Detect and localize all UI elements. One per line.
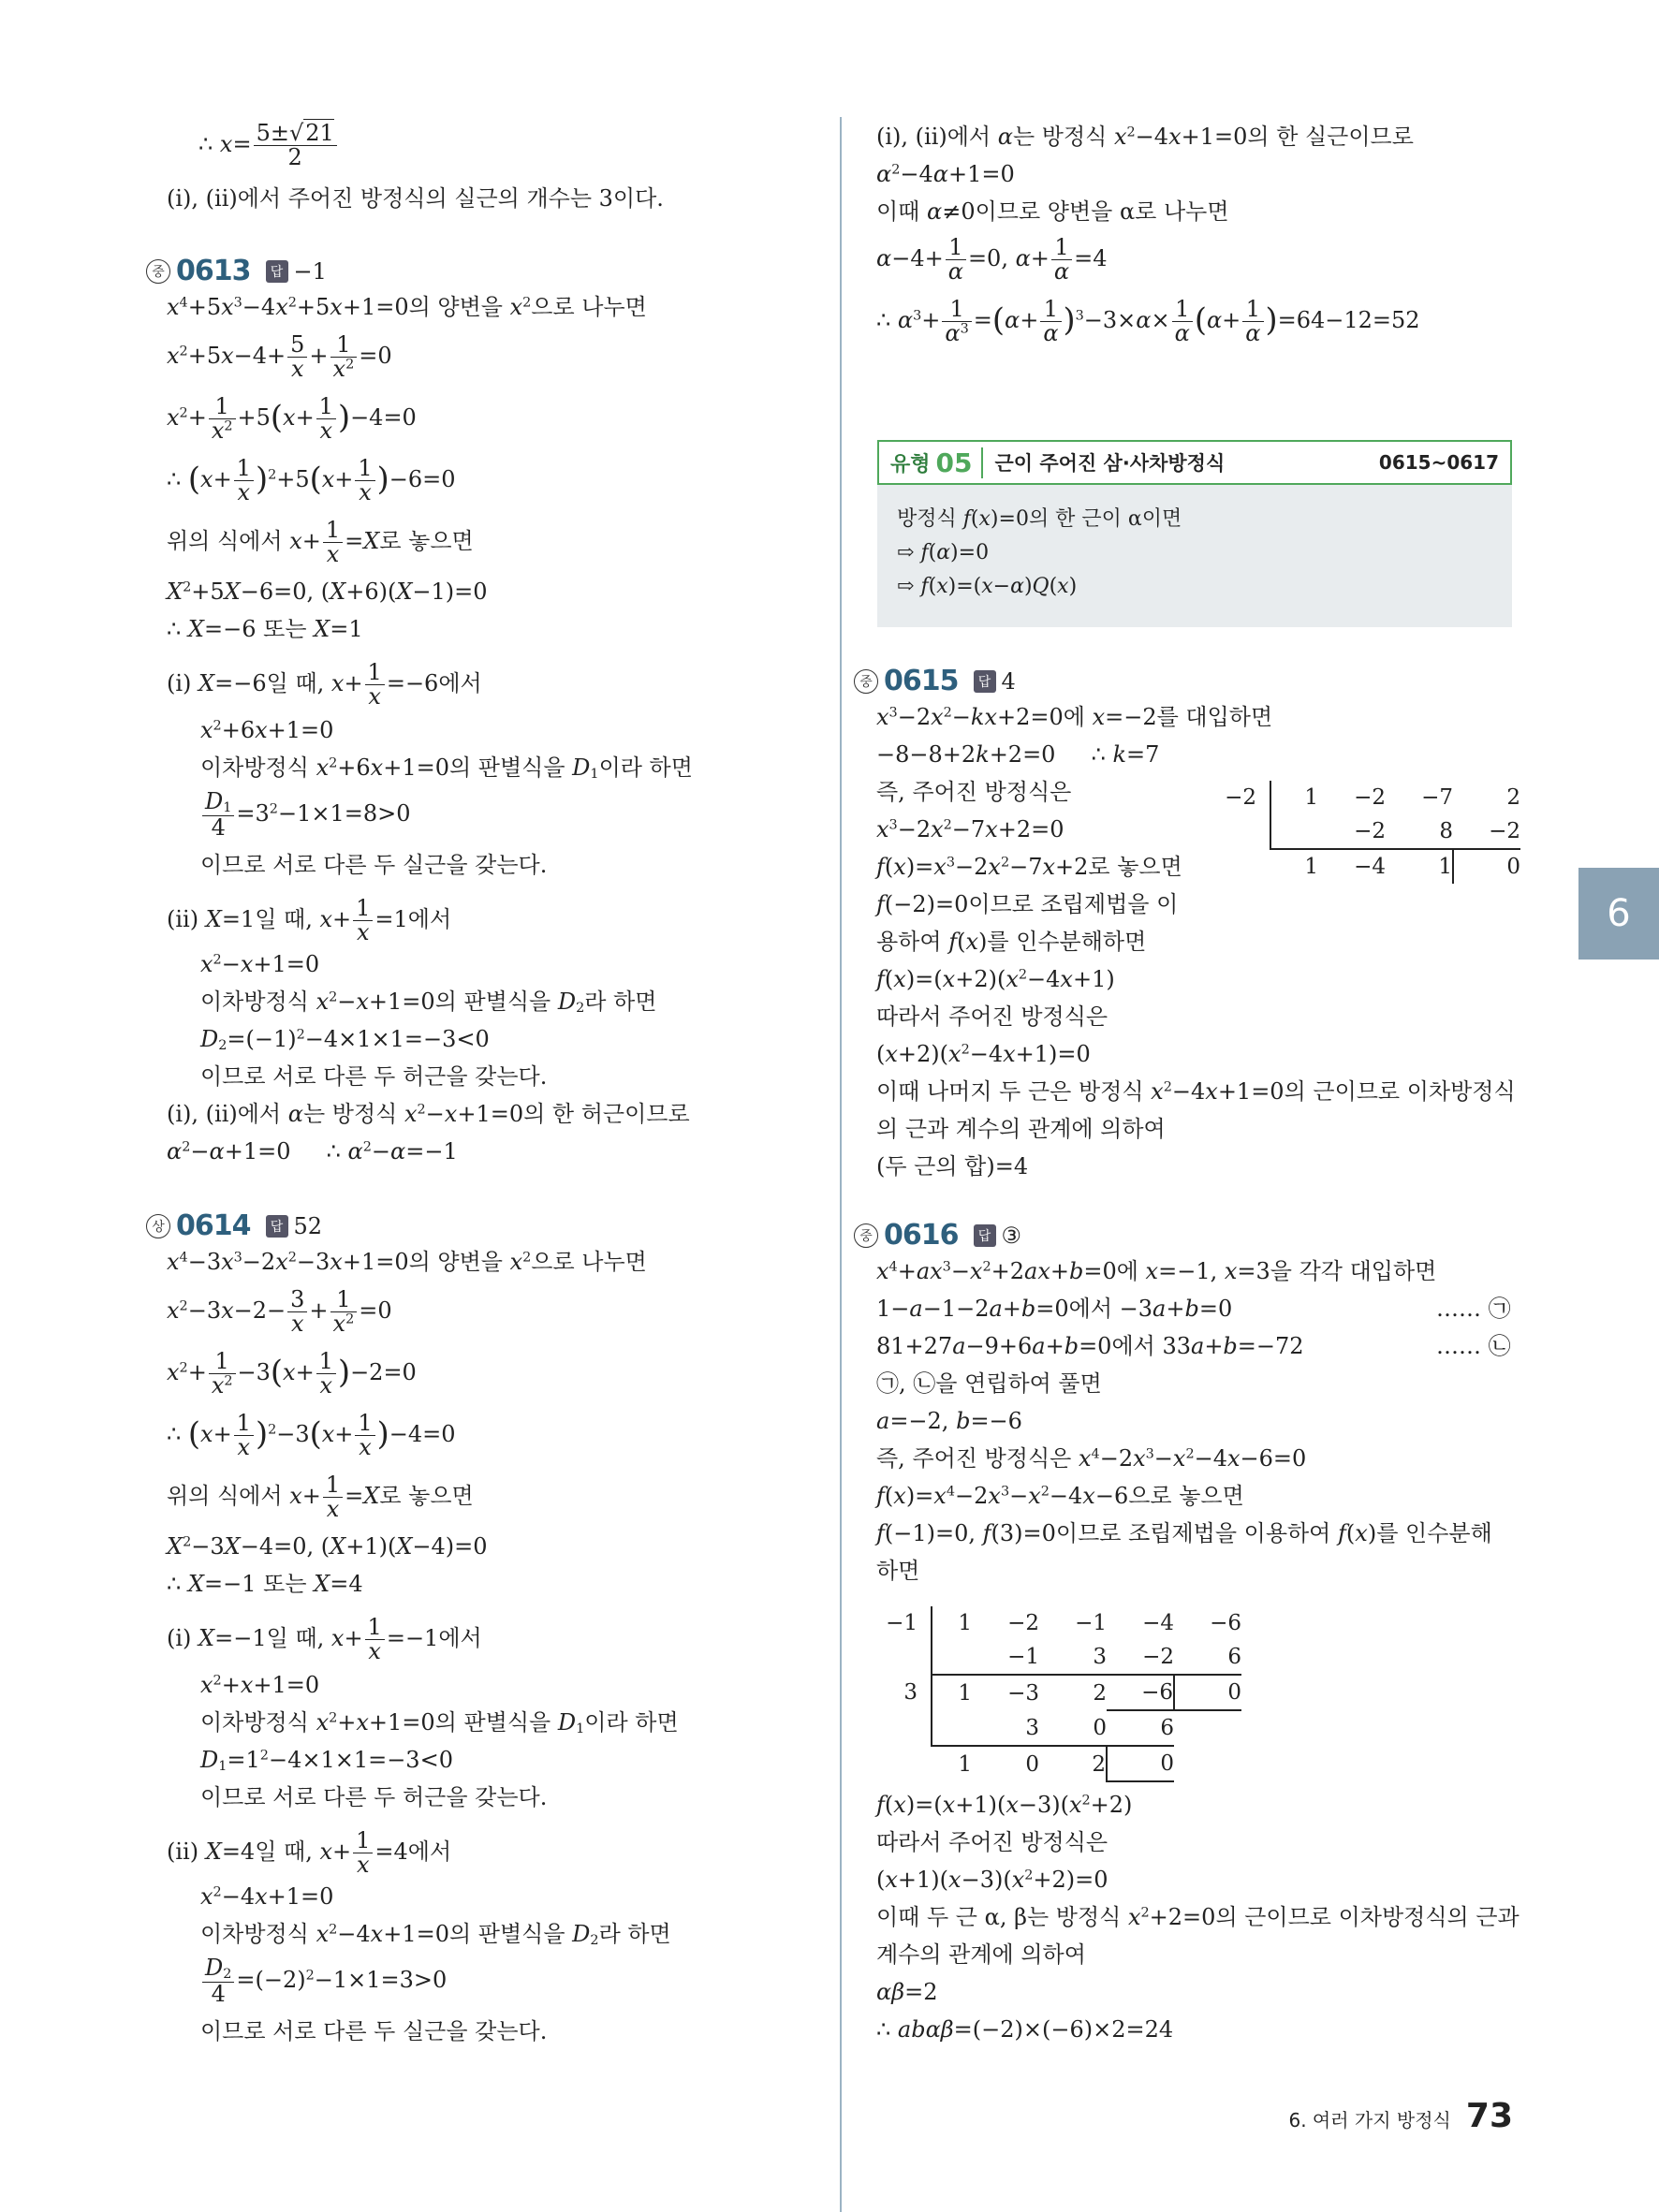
page-footer <box>1288 2097 1513 2135</box>
type-number: 05 <box>936 447 984 478</box>
text-line: 계수의 관계에 의하여 <box>876 1941 1086 1968</box>
math-line: $\frac{D2}{4}$ $=(-2)^2-1\times 1=3>0$ <box>200 1956 447 2006</box>
math-line: $\frac{D1}{4}$ $=3^2-1\times 1=8>0$ <box>200 790 410 840</box>
math-line: α−4+ $\frac{1}{\alpha}$ =0, α+ $\frac{1}{\alpha}$ =4 <box>876 234 1108 286</box>
problem-number: 0615 <box>884 665 959 697</box>
math-line: 1−a−1−2a+b=0에서 −3a+b=0 <box>876 1296 1233 1322</box>
text-line: 이므로 서로 다른 두 실근을 갖는다. <box>200 852 548 878</box>
answer-icon: 답 <box>266 1215 288 1238</box>
math-line: 위의 식에서 x+ $\frac{1}{x}$ =X로 놓으면 <box>167 1472 474 1523</box>
type-title: 근이 주어진 삼·사차방정식 <box>994 452 1226 475</box>
math-line: $x^2+6x+1=0$ <box>200 717 334 743</box>
math-line: 용하여 f(x)를 인수분해하면 <box>876 929 1147 955</box>
math-line: $X^2+5X-6=0$, (X+6)(X−1)=0 <box>167 579 488 605</box>
math-line: $f(x)=(x+1)(x-3)(x^2+2)$ <box>876 1792 1133 1818</box>
answer-value: −1 <box>293 257 327 285</box>
math-line: $D1=1^2-4\times 1\times 1=-3<0$ <box>200 1747 453 1774</box>
math-line: 이차방정식 $x^2+x+1=0$의 판별식을 D1이라 하면 <box>200 1709 679 1736</box>
math-line: $x^2+$ $\frac{1}{x^2}$ −3(x+ $\frac{1}{x}$ )−2=0 <box>167 1348 417 1399</box>
answer-value: 4 <box>1001 667 1016 695</box>
synthetic-division-0616: −1 1 −2 −1 −4 −6 −1 3 −2 6 3 1 −3 2 −6 0 3 0 6 1 0 2 0 <box>876 1606 1241 1782</box>
math-line: $\alpha^2-4\alpha+1=0$ <box>876 161 1015 187</box>
text-line: (두 근의 합)=4 <box>876 1153 1029 1179</box>
math-line: $x^2-4x+1=0$ <box>200 1883 334 1910</box>
math-line: (ⅰ), (ⅱ)에서 α는 방정식 $x^2-x+1=0$의 한 허근이므로 <box>167 1101 690 1127</box>
synthetic-division-0615: −2 1 −2 −7 2 −2 8 −2 1 −4 1 0 <box>1215 781 1520 884</box>
text-line: 따라서 주어진 방정식은 <box>876 1003 1108 1030</box>
text-line: 즉, 주어진 방정식은 <box>876 779 1072 805</box>
problem-number: 0614 <box>176 1209 251 1242</box>
answer-icon: 답 <box>974 670 996 693</box>
math-line: $(x+2)(x^2-4x+1)=0$ <box>876 1041 1091 1067</box>
math-line: 이때 α≠0이므로 양변을 α로 나누면 <box>876 198 1229 225</box>
math-line: αβ=2 <box>876 1979 938 2005</box>
math-line: ∴ X=−6 또는 X=1 <box>167 616 363 642</box>
math-line: ∴ (x+ $\frac{1}{x}$ )$^2$−3(x+ $\frac{1}{x}$ )−4=0 <box>167 1410 456 1461</box>
math-line: $x^3-2x^2-kx+2=0$에 x=−2를 대입하면 <box>876 704 1273 730</box>
math-line: ∴ X=−1 또는 X=4 <box>167 1571 363 1597</box>
math-line: $x^2+x+1=0$ <box>200 1672 320 1698</box>
math-line: 이차방정식 $x^2+6x+1=0$의 판별식을 D1이라 하면 <box>200 754 693 782</box>
problem-header-0615 <box>854 665 1016 697</box>
math-line: (ⅱ) X=4일 때, x+ $\frac{1}{x}$ =4에서 <box>167 1827 452 1879</box>
text-line: 이므로 서로 다른 두 허근을 갖는다. <box>200 1063 548 1090</box>
text-line: 의 근과 계수의 관계에 의하여 <box>876 1116 1166 1142</box>
math-line: a=−2, b=−6 <box>876 1408 1022 1434</box>
math-line: $x^2+$ $\frac{1}{x^2}$ +5(x+ $\frac{1}{x}$ )−4=0 <box>167 393 417 445</box>
text-line: 따라서 주어진 방정식은 <box>876 1829 1108 1855</box>
math-line: $x^4-3x^3-2x^2-3x+1=0$의 양변을 $x^2$으로 나누면 <box>167 1249 647 1275</box>
math-line: $x^2+5x-4+$ $\frac{5}{x}$ + $\frac{1}{x^2}$ =0 <box>167 331 392 383</box>
math-line: 이때 나머지 두 근은 방정식 $x^2-4x+1=0$의 근이므로 이차방정식 <box>876 1078 1516 1105</box>
math-line: 81+27a−9+6a+b=0에서 33a+b=−72 <box>876 1333 1304 1359</box>
math-line: 위의 식에서 x+ $\frac{1}{x}$ =X로 놓으면 <box>167 517 474 568</box>
math-line: 즉, 주어진 방정식은 $x^4-2x^3-x^2-4x-6=0$ <box>876 1445 1307 1472</box>
type-note: ⇨ f(α)=0 <box>897 541 990 564</box>
text-line: 이므로 서로 다른 두 허근을 갖는다. <box>200 1784 548 1810</box>
equation-tag: …… ㉡ <box>1436 1333 1511 1359</box>
math-line: $x^2-3x-2-$ $\frac{3}{x}$ + $\frac{1}{x^2}$ =0 <box>167 1286 392 1338</box>
text-line: 이므로 서로 다른 두 실근을 갖는다. <box>200 2018 548 2044</box>
text-line: ㉠, ㉡을 연립하여 풀면 <box>876 1370 1102 1397</box>
math-line: −8−8+2k+2=0 ∴ k=7 <box>876 741 1160 768</box>
math-line: $x^4+ax^3-x^2+2ax+b=0$에 x=−1, x=3을 각각 대입하면 <box>876 1258 1437 1284</box>
type05-header <box>877 440 1512 485</box>
level-badge: 중 <box>854 1223 878 1248</box>
math-line: (ⅰ), (ⅱ)에서 α는 방정식 $x^2-4x+1=0$의 한 실근이므로 <box>876 124 1414 150</box>
math-line: $D2=(-1)^2-4\times 1\times 1=-3<0$ <box>200 1026 490 1053</box>
math-line: $x^3-2x^2-7x+2=0$ <box>876 816 1064 842</box>
math-line: $x^4+5x^3-4x^2+5x+1=0$의 양변을 $x^2$으로 나누면 <box>167 294 647 320</box>
answer-value: 52 <box>293 1212 323 1239</box>
problem-header-0614 <box>146 1209 322 1242</box>
text-line: 하면 <box>876 1558 920 1584</box>
math-line: ∴ (x+ $\frac{1}{x}$ )$^2$+5(x+ $\frac{1}{x}$ )−6=0 <box>167 455 456 506</box>
type-label: 유형 <box>890 452 931 476</box>
math-line: $X^2-3X-4=0$, (X+1)(X−4)=0 <box>167 1533 488 1560</box>
answer-icon: 답 <box>974 1224 996 1247</box>
type-note: 방정식 f(x)=0의 한 근이 α이면 <box>897 507 1182 531</box>
conclusion-line: (ⅰ), (ⅱ)에서 주어진 방정식의 실근의 개수는 3이다. <box>167 185 664 212</box>
column-divider <box>840 117 842 2212</box>
chapter-side-tab: 6 <box>1578 868 1659 960</box>
math-line: ∴ abαβ=(−2)×(−6)×2=24 <box>876 2016 1174 2043</box>
math-line: 이차방정식 $x^2-x+1=0$의 판별식을 D2라 하면 <box>200 989 657 1016</box>
type-note: ⇨ f(x)=(x−α)Q(x) <box>897 575 1078 598</box>
math-line: $f(x)=x^3-2x^2-7x+2$로 놓으면 <box>876 854 1182 880</box>
equation-tag: …… ㉠ <box>1436 1296 1511 1322</box>
problem-header-0616 <box>854 1219 1021 1252</box>
math-line: (ⅰ) X=−6일 때, x+ $\frac{1}{x}$ =−6에서 <box>167 659 482 710</box>
math-line: f(−2)=0이므로 조립제법을 이 <box>876 891 1179 917</box>
math-line: $(x+1)(x-3)(x^2+2)=0$ <box>876 1867 1108 1893</box>
problem-header-0613 <box>146 255 327 287</box>
math-line: (ⅰ) X=−1일 때, x+ $\frac{1}{x}$ =−1에서 <box>167 1614 482 1665</box>
page-number: 73 <box>1465 2097 1513 2135</box>
chapter-title: 6. 여러 가지 방정식 <box>1288 2109 1451 2131</box>
math-line: $f(x)=(x+2)(x^2-4x+1)$ <box>876 966 1115 992</box>
math-line: f(−1)=0, f(3)=0이므로 조립제법을 이용하여 f(x)를 인수분해 <box>876 1520 1492 1546</box>
math-line: $f(x)=x^4-2x^3-x^2-4x-6$으로 놓으면 <box>876 1483 1244 1509</box>
problem-number: 0616 <box>884 1219 959 1252</box>
math-line: 이차방정식 $x^2-4x+1=0$의 판별식을 D2라 하면 <box>200 1921 671 1948</box>
answer-value: ③ <box>1001 1222 1022 1249</box>
math-line: ∴ x= $\frac{5\pm√21}{2}$ <box>198 122 339 169</box>
math-line: 이때 두 근 α, β는 방정식 $x^2+2=0$의 근이므로 이차방정식의 근과 <box>876 1904 1520 1930</box>
problem-number: 0613 <box>176 255 251 287</box>
math-line: (ⅱ) X=1일 때, x+ $\frac{1}{x}$ =1에서 <box>167 895 452 946</box>
math-line: ∴ $\alpha^3+$ $\frac{1}{\alpha^3}$ =(α+ $\frac{1}{\alpha}$ )$^3$−3×α× $\frac{1}{\alpha}$ (α+ $\frac{1}{\alpha}$ )=64−12=52 <box>876 296 1420 347</box>
type-range: 0615~0617 <box>1378 451 1499 474</box>
level-badge: 중 <box>146 259 170 284</box>
math-line: $\alpha^2-\alpha+1=0$ ∴ $\alpha^2-\alpha=-1$ <box>167 1138 458 1165</box>
answer-icon: 답 <box>266 260 288 283</box>
level-badge: 중 <box>854 669 878 694</box>
level-badge: 상 <box>146 1214 170 1238</box>
math-line: $x^2-x+1=0$ <box>200 951 320 977</box>
